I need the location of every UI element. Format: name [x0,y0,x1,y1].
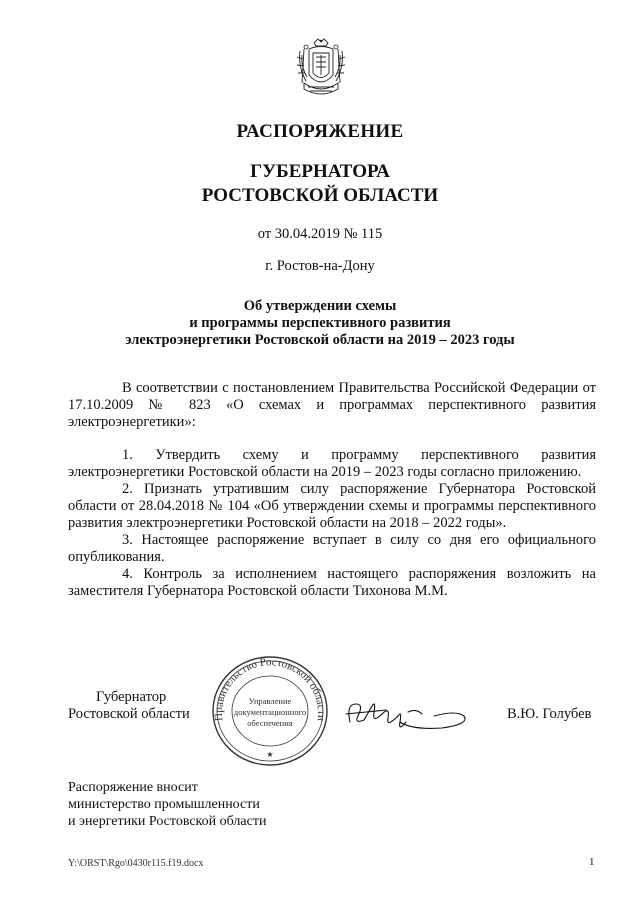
decree-item-1: 1. Утвердить схему и программу перспективного развития электроэнергетики Ростовской области на 2019 – 2023 годы согласно приложению. [68,447,596,480]
seal-inner-line-1: Управление [248,696,292,706]
seal-star-icon: ★ [266,750,274,759]
decree-item-3: 3. Настоящее распоряжение вступает в силу со дня его официального опубликования. [68,532,596,565]
document-heading [0,298,640,349]
decree-item-2: 2. Признать утратившим силу распоряжение Губернатора Ростовской области от 28.04.2018 № 104 «Об утверждении схемы и программы перспективного развития электроэнергетики Ростовской области на 2018 – 2022 годы». [68,481,596,531]
city: г. Ростов-на-Дону [265,258,375,274]
seal-outer-text: Правительство Ростовской области [212,656,328,722]
decree-items [68,447,596,600]
coat-of-arms-icon [294,37,348,99]
seal-inner-line-2: документационного [233,707,307,717]
submitted-by-line-2: министерство промышленности [68,797,260,812]
signatory-name: В.Ю. Голубев [507,706,592,722]
date-and-number: от 30.04.2019 № 115 [257,226,383,242]
heading-line-1: Об утверждении схемы [243,298,397,314]
signatory-title [68,689,190,723]
signatory-title-line-2: Ростовской области [68,706,190,722]
issuer-title [0,160,640,208]
submitted-by-line-1: Распоряжение вносит [68,780,198,795]
page-number: 1 [589,856,595,868]
handwritten-signature [342,692,472,738]
signatory-title-line-1: Губернатор [96,689,167,705]
submitted-by-line-3: и энергетики Ростовской области [68,814,267,829]
issuer-line-1: ГУБЕРНАТОРА [250,161,390,182]
submitted-by-note [68,779,266,830]
file-path: Y:\ORST\Rgo\0430r115.f19.docx [68,858,204,869]
preamble-paragraph: В соответствии с постановлением Правительства Российской Федерации от 17.10.2009 № 823 «О схемах и программах перспективного развития электроэнергетики»: [68,380,596,430]
document-type-title: РАСПОРЯЖЕНИЕ [236,121,404,142]
seal-inner-line-3: обеспечения [247,718,293,728]
issuer-line-2: РОСТОВСКОЙ ОБЛАСТИ [201,185,439,206]
official-seal [205,653,335,769]
decree-item-4: 4. Контроль за исполнением настоящего распоряжения возложить на заместителя Губернатора Ростовской области Тихонова М.М. [68,566,596,599]
heading-line-3: электроэнергетики Ростовской области на 2019 – 2023 годы [125,332,515,348]
heading-line-2: и программы перспективного развития [189,315,451,331]
